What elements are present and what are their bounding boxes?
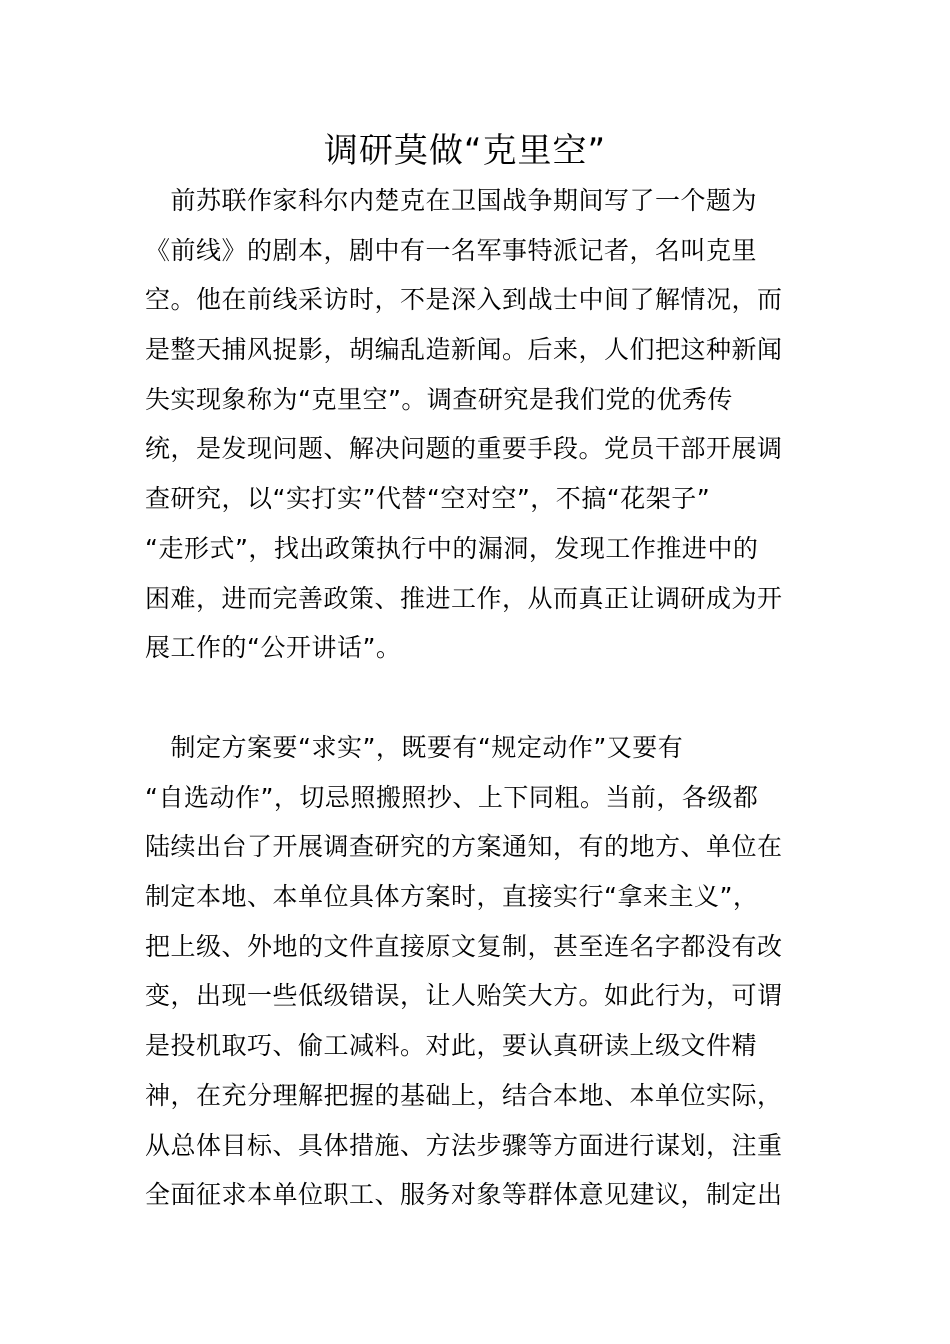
paragraph-line: 全面征求本单位职工、服务对象等群体意见建议，制定出	[145, 1180, 783, 1210]
paragraph-line: 制定方案要“求实”，既要有“规定动作”又要有	[145, 733, 684, 762]
paragraph-line: 制定本地、本单位具体方案时，直接实行“拿来主义”，	[145, 882, 759, 912]
paragraph-line: 陆续出台了开展调查研究的方案通知，有的地方、单位在	[145, 832, 783, 862]
paragraph-1	[145, 176, 810, 673]
paragraph-line: 展工作的“公开讲话”。	[145, 633, 402, 663]
paragraph-line: 困难，进而完善政策、推进工作，从而真正让调研成为开	[145, 583, 783, 613]
paragraph-line: 把上级、外地的文件直接原文复制，甚至连名字都没有改	[145, 931, 783, 961]
paragraph-line: “走形式”，找出政策执行中的漏洞，发现工作推进中的	[145, 533, 759, 563]
paragraph-line: 从总体目标、具体措施、方法步骤等方面进行谋划，注重	[145, 1130, 783, 1160]
paragraph-line: 是整天捕风捉影，胡编乱造新闻。后来，人们把这种新闻	[145, 335, 783, 365]
paragraph-line: 是投机取巧、偷工减料。对此，要认真研读上级文件精	[145, 1031, 758, 1061]
paragraph-line: 失实现象称为“克里空”。调查研究是我们党的优秀传	[145, 384, 733, 414]
paragraph-line: 《前线》的剧本，剧中有一名军事特派记者，名叫克里	[145, 235, 758, 265]
document-title: 调研莫做“克里空”	[323, 131, 607, 171]
paragraph-line: 前苏联作家科尔内楚克在卫国战争期间写了一个题为	[145, 186, 758, 215]
paragraph-line: 空。他在前线采访时，不是深入到战士中间了解情况，而	[145, 285, 783, 315]
paragraph-line: 查研究，以“实打实”代替“空对空”，不搞“花架子”	[145, 484, 711, 514]
paragraph-line: 神，在充分理解把握的基础上，结合本地、本单位实际，	[145, 1080, 783, 1110]
paragraph-line: “自选动作”，切忌照搬照抄、上下同粗。当前，各级都	[145, 782, 759, 812]
paragraph-line: 变，出现一些低级错误，让人贻笑大方。如此行为，可谓	[145, 981, 783, 1011]
paragraph-line: 统，是发现问题、解决问题的重要手段。党员干部开展调	[145, 434, 783, 464]
paragraph-2	[145, 723, 810, 1220]
